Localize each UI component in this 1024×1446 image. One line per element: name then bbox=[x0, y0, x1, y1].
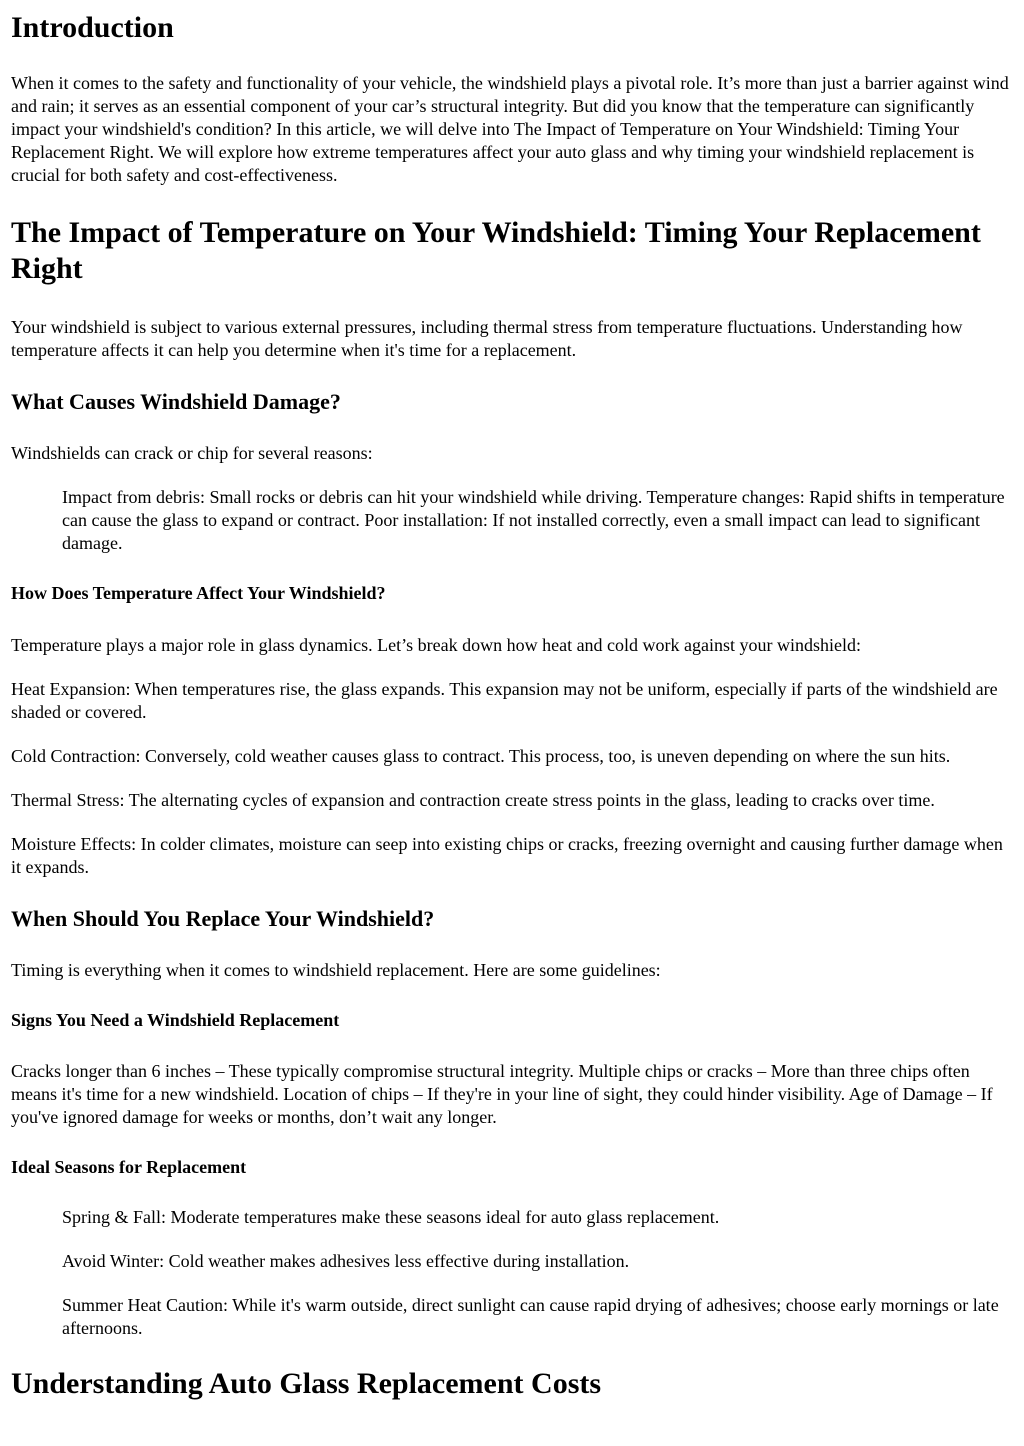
summer-heat-item: Summer Heat Caution: While it's warm outside, direct sunlight can cause rapid drying of adhesives; choose early mornings or late afternoons. bbox=[62, 1295, 999, 1338]
signs-heading: Signs You Need a Windshield Replacement bbox=[11, 1010, 340, 1030]
causes-list: Impact from debris: Small rocks or debris can hit your windshield while driving. Temperature changes: Rapid shifts in temperature can cause the glass to expand or contract. Poor installation: If not installed correctly, even a small impact can lead to significant damage. bbox=[62, 487, 1005, 553]
when-replace-intro: Timing is everything when it comes to windshield replacement. Here are some guidelines: bbox=[11, 960, 661, 980]
seasons-heading: Ideal Seasons for Replacement bbox=[11, 1157, 247, 1177]
moisture-effects-paragraph: Moisture Effects: In colder climates, moisture can seep into existing chips or cracks, freezing overnight and causing further damage when it expands. bbox=[11, 834, 1003, 877]
introduction-heading: Introduction bbox=[11, 11, 174, 44]
impact-paragraph: Your windshield is subject to various external pressures, including thermal stress from temperature fluctuations. Understanding how temperature affects it can help you determine when it's time for a replacement. bbox=[11, 317, 963, 360]
article bbox=[11, 0, 1013, 1402]
spring-fall-item: Spring & Fall: Moderate temperatures make these seasons ideal for auto glass replacement. bbox=[62, 1207, 720, 1227]
heat-expansion-paragraph: Heat Expansion: When temperatures rise, the glass expands. This expansion may not be uniform, especially if parts of the windshield are shaded or covered. bbox=[11, 679, 998, 722]
impact-heading: The Impact of Temperature on Your Windshield: Timing Your Replacement Right bbox=[11, 216, 981, 285]
temperature-effect-heading: How Does Temperature Affect Your Windshield? bbox=[11, 583, 386, 603]
costs-heading: Understanding Auto Glass Replacement Costs bbox=[11, 1367, 602, 1400]
avoid-winter-item: Avoid Winter: Cold weather makes adhesives less effective during installation. bbox=[62, 1251, 630, 1271]
causes-heading: What Causes Windshield Damage? bbox=[11, 389, 341, 414]
signs-paragraph: Cracks longer than 6 inches – These typically compromise structural integrity. Multiple chips or cracks – More than three chips often means it's time for a new windshield. Location of chips – If they're in your line of sight, they could hinder visibility. Age of Damage – If you've ignored damage for weeks or months, don’t wait any longer. bbox=[11, 1061, 993, 1127]
when-replace-heading: When Should You Replace Your Windshield? bbox=[11, 906, 435, 931]
thermal-stress-paragraph: Thermal Stress: The alternating cycles of expansion and contraction create stress points in the glass, leading to cracks over time. bbox=[11, 790, 935, 810]
temperature-effect-intro: Temperature plays a major role in glass dynamics. Let’s break down how heat and cold work against your windshield: bbox=[11, 635, 862, 655]
cold-contraction-paragraph: Cold Contraction: Conversely, cold weather causes glass to contract. This process, too, is uneven depending on where the sun hits. bbox=[11, 746, 951, 766]
introduction-paragraph: When it comes to the safety and functionality of your vehicle, the windshield plays a pivotal role. It’s more than just a barrier against wind and rain; it serves as an essential component of your car’s structural integrity. But did you know that the temperature can significantly impact your windshield's condition? In this article, we will delve into The Impact of Temperature on Your Windshield: Timing Your Replacement Right. We will explore how extreme temperatures affect your auto glass and why timing your windshield replacement is crucial for both safety and cost-effectiveness. bbox=[11, 73, 1009, 185]
causes-intro: Windshields can crack or chip for several reasons: bbox=[11, 443, 373, 463]
